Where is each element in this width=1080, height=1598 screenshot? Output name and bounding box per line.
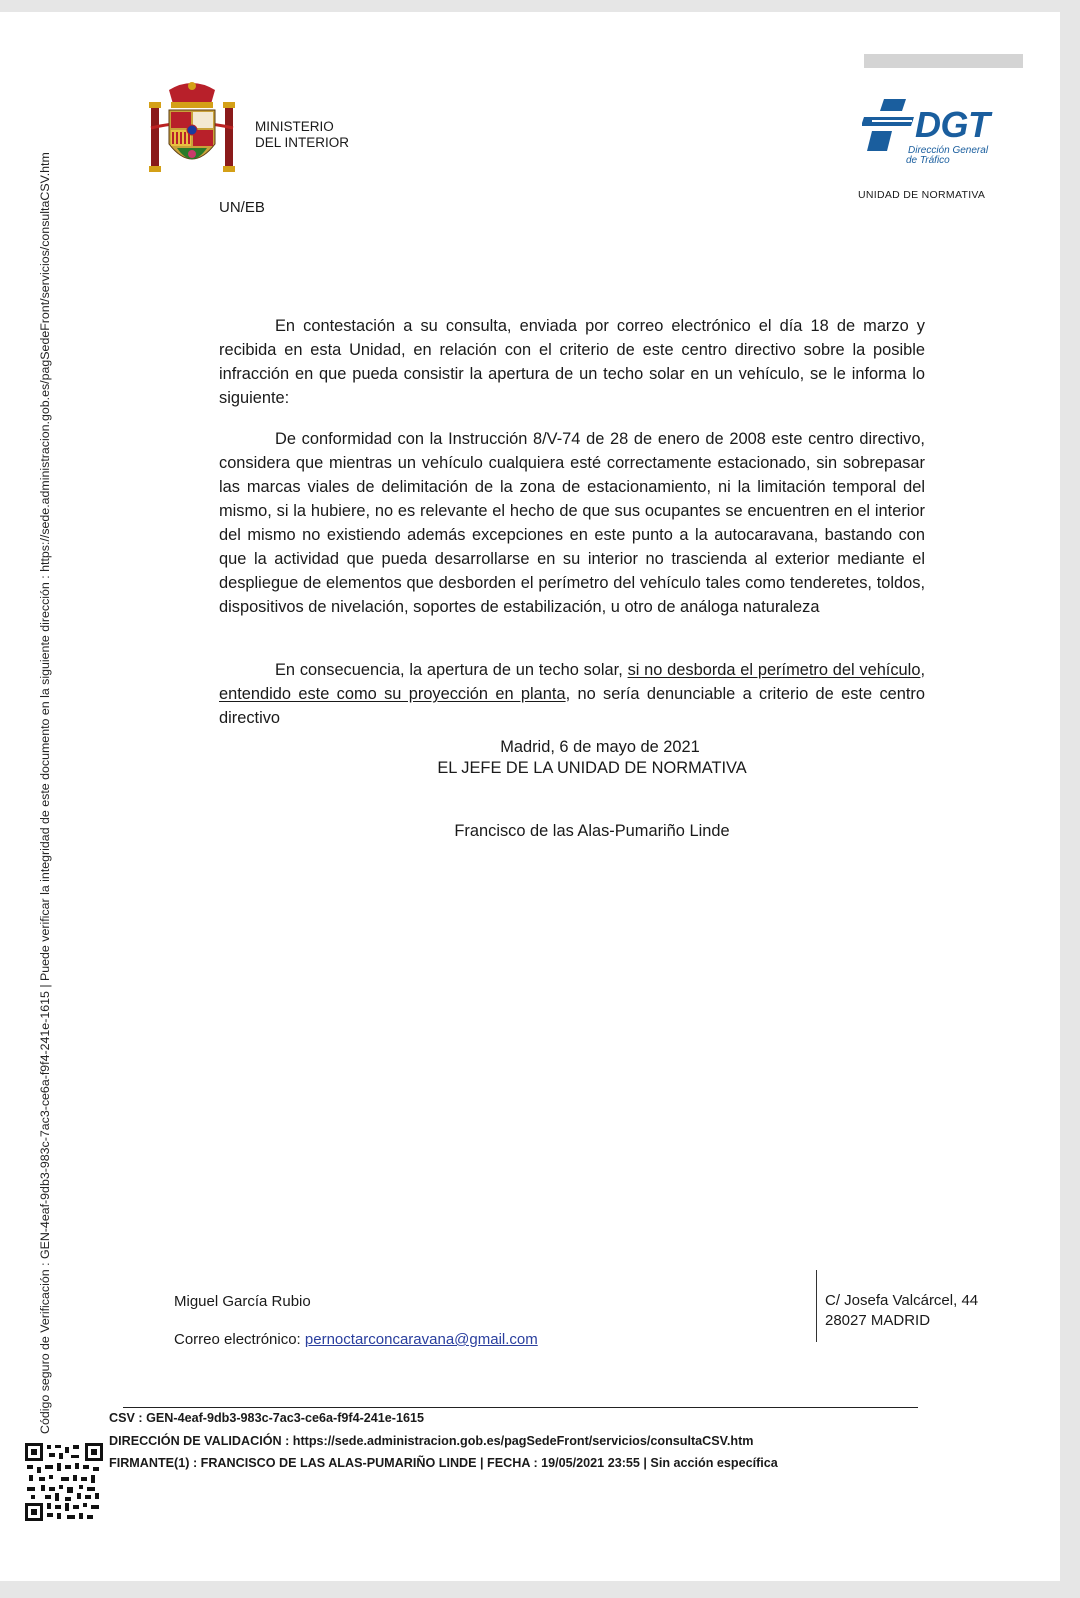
recipient-email-line bbox=[174, 1331, 538, 1348]
recipient-name: Miguel García Rubio bbox=[174, 1293, 311, 1310]
body-paragraph-1: En contestación a su consulta, enviada por correo electrónico el día 18 de marzo y recibida en esta Unidad, en relación con el criterio de este centro directivo sobre la posible infracción en que pueda consistir la apertura de un techo solar en un vehículo, se le informa lo siguiente: bbox=[219, 317, 925, 407]
paragraph-3-text-a: En consecuencia, la apertura de un techo solar, bbox=[275, 661, 628, 679]
paragraph-3-text-c: , no sería denunciable a criterio de este centro directivo bbox=[219, 685, 925, 727]
footer-signer: FIRMANTE(1) : FRANCISCO DE LAS ALAS-PUMARIÑO LINDE | FECHA : 19/05/2021 23:55 | Sin acción específica bbox=[109, 1456, 778, 1470]
spain-coat-of-arms-icon bbox=[147, 80, 237, 176]
dgt-subtitle-line-2: de Tráfico bbox=[906, 155, 950, 166]
unit-name: UNIDAD DE NORMATIVA bbox=[858, 189, 986, 201]
footer-validation-url: DIRECCIÓN DE VALIDACIÓN : https://sede.administracion.gob.es/pagSedeFront/servicios/consultaCSV.htm bbox=[109, 1434, 754, 1448]
paragraph-3-underlined-b: entendido este como su proyección en planta bbox=[219, 685, 566, 703]
verification-sidebar-text: Código seguro de Verificación : GEN-4eaf-9db3-983c-7ac3-ce6a-f9f4-241e-1615 | Puede verificar la integridad de este documento en la siguiente dirección : https://sede.administracion.gob.es/pagSedeFront/servicios/consultaCSV.htm bbox=[38, 152, 52, 1434]
office-address bbox=[825, 1291, 978, 1331]
ministry-name bbox=[255, 119, 349, 151]
email-label: Correo electrónico: bbox=[174, 1331, 305, 1348]
paragraph-3-underlined-a: si no desborda el perímetro del vehículo bbox=[627, 661, 921, 679]
paragraph-3-text-b: , bbox=[920, 661, 925, 679]
dgt-subtitle-line-1: Dirección General bbox=[908, 145, 989, 156]
address-line-1: C/ Josefa Valcárcel, 44 bbox=[825, 1292, 979, 1309]
signer-name: Francisco de las Alas-Pumariño Linde bbox=[454, 822, 730, 840]
footer-divider bbox=[123, 1407, 918, 1408]
dgt-logo-text: DGT bbox=[915, 104, 990, 145]
document-reference: UN/EB bbox=[219, 199, 265, 216]
footer-csv: CSV : GEN-4eaf-9db3-983c-7ac3-ce6a-f9f4-241e-1615 bbox=[109, 1411, 425, 1425]
body-paragraph-2: De conformidad con la Instrucción 8/V-74 de 28 de enero de 2008 este centro directivo, considera que mientras un vehículo cualquiera esté correctamente estacionado, sin sobrepasar las marcas viales de delimitación de la zona de estacionamiento, ni la limitación temporal del mismo, si la hubiere, no es relevante el hecho de que sus ocupantes se encuentren en el interior del mismo no existiendo además excepciones en este punto a la autocaravana, bastando con que la actividad que pueda desarrollarse en su interior no trascienda al exterior mediante el despliegue de elementos que desborden el perímetro del vehículo tales como tenderetes, toldos, dispositivos de nivelación, soportes de estabilización, u otro de análoga naturaleza bbox=[219, 430, 925, 616]
body-paragraph-3 bbox=[219, 658, 925, 730]
address-line-2: 28027 MADRID bbox=[825, 1312, 931, 1329]
redaction-bar bbox=[864, 54, 1023, 68]
place-and-date: Madrid, 6 de mayo de 2021 bbox=[500, 738, 700, 756]
qr-code-icon bbox=[25, 1443, 103, 1521]
signer-title: EL JEFE DE LA UNIDAD DE NORMATIVA bbox=[437, 759, 747, 777]
recipient-email-link[interactable]: pernoctarconcaravana@gmail.com bbox=[304, 1331, 538, 1348]
ministry-line-1: MINISTERIO bbox=[255, 119, 334, 134]
ministry-line-2: DEL INTERIOR bbox=[255, 135, 350, 150]
address-divider bbox=[816, 1270, 817, 1342]
